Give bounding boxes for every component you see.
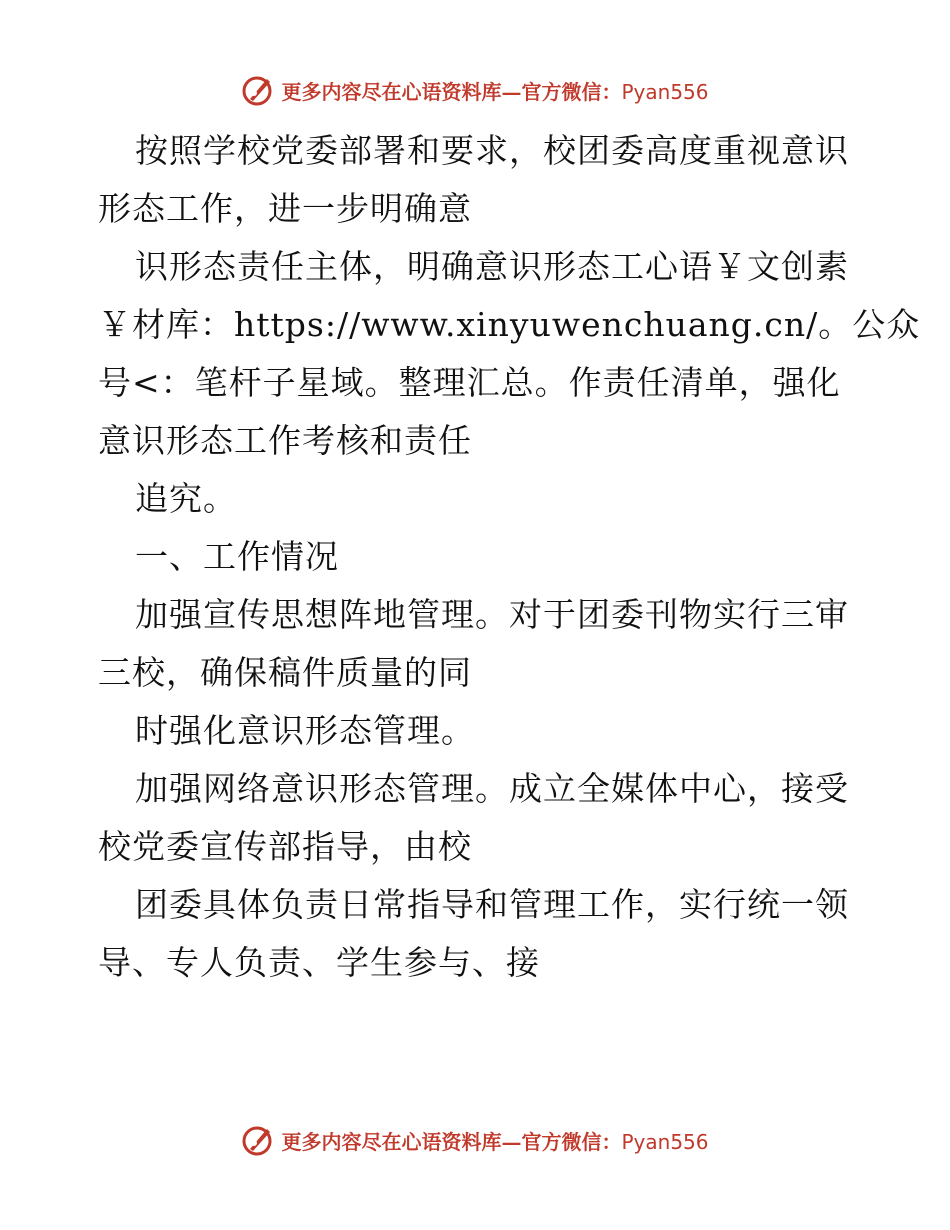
text-line: 校党委宣传部指导，由校 <box>98 827 472 866</box>
watermark-account: Pyan556 <box>621 1129 709 1154</box>
text-line: 团委具体负责日常指导和管理工作，实行统一领 <box>135 885 849 924</box>
header-watermark <box>0 70 950 110</box>
document-body <box>98 122 921 992</box>
text-line: 追究。 <box>135 479 237 518</box>
text-line: 意识形态工作考核和责任 <box>98 421 472 460</box>
footer-watermark <box>0 1120 950 1160</box>
quill-logo-icon <box>241 73 275 107</box>
text-line: 形态工作，进一步明确意 <box>98 189 472 228</box>
text-line: 导、专人负责、学生参与、接 <box>98 943 540 982</box>
watermark-text: 更多内容尽在心语资料库—官方微信：Pyan556 <box>281 1129 709 1154</box>
watermark-text: 更多内容尽在心语资料库—官方微信：Pyan556 <box>281 79 709 104</box>
text-line: 按照学校党委部署和要求，校团委高度重视意识 <box>135 131 849 170</box>
quill-logo-icon <box>241 1123 275 1157</box>
text-line: 三校，确保稿件质量的同 <box>98 653 472 692</box>
text-line: 加强宣传思想阵地管理。对于团委刊物实行三审 <box>135 595 849 634</box>
text-line: 加强网络意识形态管理。成立全媒体中心，接受 <box>135 769 849 808</box>
watermark-account: Pyan556 <box>621 79 709 104</box>
text-line: ￥材库：https://www.xinyuwenchuang.cn/。公众 <box>98 305 921 344</box>
text-line: 时强化意识形态管理。 <box>135 711 475 750</box>
text-line: 一、工作情况 <box>135 537 339 576</box>
text-line: 号<：笔杆子星域。整理汇总。作责任清单，强化 <box>98 363 841 402</box>
text-line: 识形态责任主体，明确意识形态工心语￥文创素 <box>135 247 849 286</box>
